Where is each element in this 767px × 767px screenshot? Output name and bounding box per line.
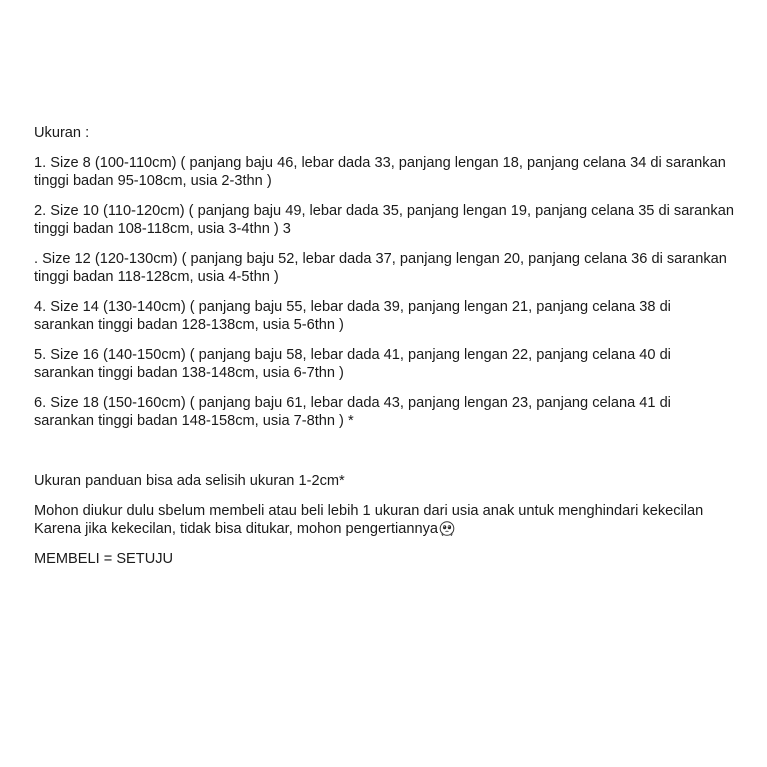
advice-note <box>34 502 734 538</box>
section-spacer <box>34 442 734 472</box>
pleading-face-icon <box>439 520 455 536</box>
size-guide-document <box>34 124 734 580</box>
size-item-10: 2. Size 10 (110-120cm) ( panjang baju 49, lebar dada 35, panjang lengan 19, panjang celana 35 di sarankan tinggi badan 108-118cm, usia 3-4thn ) 3 <box>34 203 734 237</box>
size-item-8: 1. Size 8 (100-110cm) ( panjang baju 46, lebar dada 33, panjang lengan 18, panjang celana 34 di sarankan tinggi badan 95-108cm, usia 2-3thn ) <box>34 155 726 189</box>
agreement-note: MEMBELI = SETUJU <box>34 551 174 567</box>
tolerance-note: Ukuran panduan bisa ada selisih ukuran 1-2cm* <box>34 473 345 489</box>
advice-note-text: Mohon diukur dulu sbelum membeli atau beli lebih 1 ukuran dari usia anak untuk menghindari kekecilan Karena jika kekecilan, tidak bisa ditukar, mohon pengertiannya <box>34 503 704 537</box>
size-item-16: 5. Size 16 (140-150cm) ( panjang baju 58, lebar dada 41, panjang lengan 22, panjang celana 40 di sarankan tinggi badan 138-148cm, usia 6-7thn ) <box>34 347 671 381</box>
size-item-14: 4. Size 14 (130-140cm) ( panjang baju 55, lebar dada 39, panjang lengan 21, panjang celana 38 di sarankan tinggi badan 128-138cm, usia 5-6thn ) <box>34 299 671 333</box>
size-item-12: . Size 12 (120-130cm) ( panjang baju 52, lebar dada 37, panjang lengan 20, panjang celana 36 di sarankan tinggi badan 118-128cm, usia 4-5thn ) <box>34 251 727 285</box>
size-heading: Ukuran : <box>34 125 90 141</box>
size-item-18: 6. Size 18 (150-160cm) ( panjang baju 61, lebar dada 43, panjang lengan 23, panjang celana 41 di sarankan tinggi badan 148-158cm, usia 7-8thn ) * <box>34 395 671 429</box>
